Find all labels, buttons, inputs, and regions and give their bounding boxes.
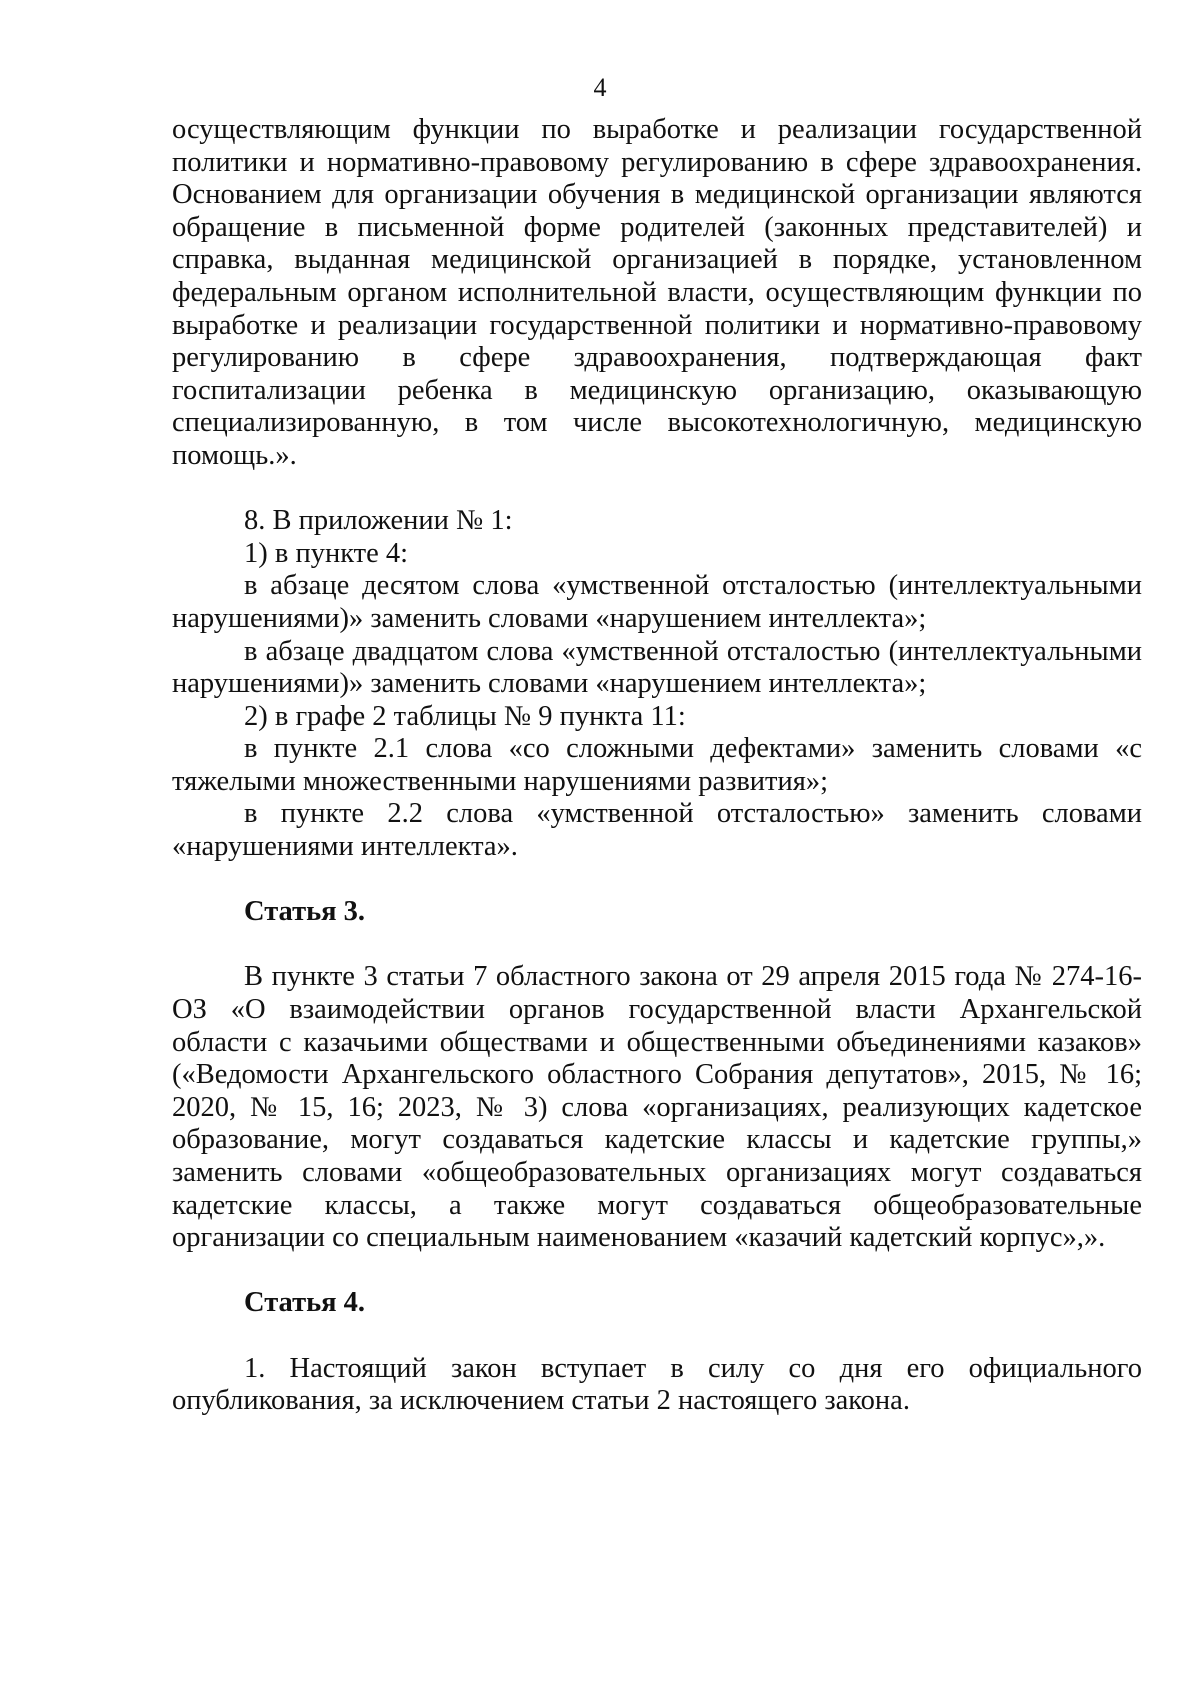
article-3-heading: Статья 3. <box>244 896 366 928</box>
paragraph-subitem-1: 1) в пункте 4: <box>244 537 409 569</box>
paragraph-item-8: 8. В приложении № 1: <box>244 505 513 537</box>
paragraph-punkt-2-2: в пункте 2.2 слова «умственной отсталостью» заменить словами «нарушениями интеллекта». <box>172 798 1142 863</box>
paragraph-continuation: осуществляющим функции по выработке и реализации государственной политики и нормативно-правовому регулированию в сфере здравоохранения. Основанием для организации обучения в медицинской организации являются обращение в письменной форме родителей (законных представителей) и справка, выданная медицинской организацией в порядке, установленном федеральным органом исполнительной власти, осуществляющим функции по выработке и реализации государственной политики и нормативно-правовому регулированию в сфере здравоохранения, подтверждающая факт госпитализации ребенка в медицинскую организацию, оказывающую специализированную, в том числе высокотехнологичную, медицинскую помощь.». <box>172 114 1142 471</box>
article-3-text: В пункте 3 статьи 7 областного закона от 29 апреля 2015 года № 274-16-ОЗ «О взаимодействии органов государственной власти Архангельской области с казачьими обществами и общественными объединениями казаков» («Ведомости Архангельского областного Собрания депутатов», 2015, № 16; 2020, № 15, 16; 2023, № 3) слова «организациях, реализующих кадетское образование, могут создаваться кадетские классы и кадетские группы,» заменить словами «общеобразовательных организациях могут создаваться кадетские классы, а также могут создаваться общеобразовательные организации со специальным наименованием «казачий кадетский корпус»,». <box>172 961 1142 1254</box>
paragraph-spacer <box>172 1320 1142 1353</box>
page-number: 4 <box>593 73 607 102</box>
article-4-text: 1. Настоящий закон вступает в силу со дня его официального опубликования, за исключением статьи 2 настоящего закона. <box>172 1352 1142 1417</box>
paragraph-spacer <box>172 1255 1142 1288</box>
paragraph-spacer <box>172 864 1142 897</box>
paragraph-punkt-2-1: в пункте 2.1 слова «со сложными дефектами» заменить словами «с тяжелыми множественными нарушениями развития»; <box>172 733 1142 797</box>
paragraph-subitem-2: 2) в графе 2 таблицы № 9 пункта 11: <box>244 700 686 732</box>
article-4-heading: Статья 4. <box>244 1287 366 1319</box>
document-body <box>172 114 1142 1418</box>
paragraph-abzac-20: в абзаце двадцатом слова «умственной отсталостью (интеллектуальными нарушениями)» заменить словами «нарушением интеллекта»; <box>172 635 1142 700</box>
paragraph-abzac-10: в абзаце десятом слова «умственной отсталостью (интеллектуальными нарушениями)» заменить словами «нарушением интеллекта»; <box>172 570 1142 634</box>
paragraph-spacer <box>172 473 1142 506</box>
paragraph-spacer <box>172 929 1142 962</box>
